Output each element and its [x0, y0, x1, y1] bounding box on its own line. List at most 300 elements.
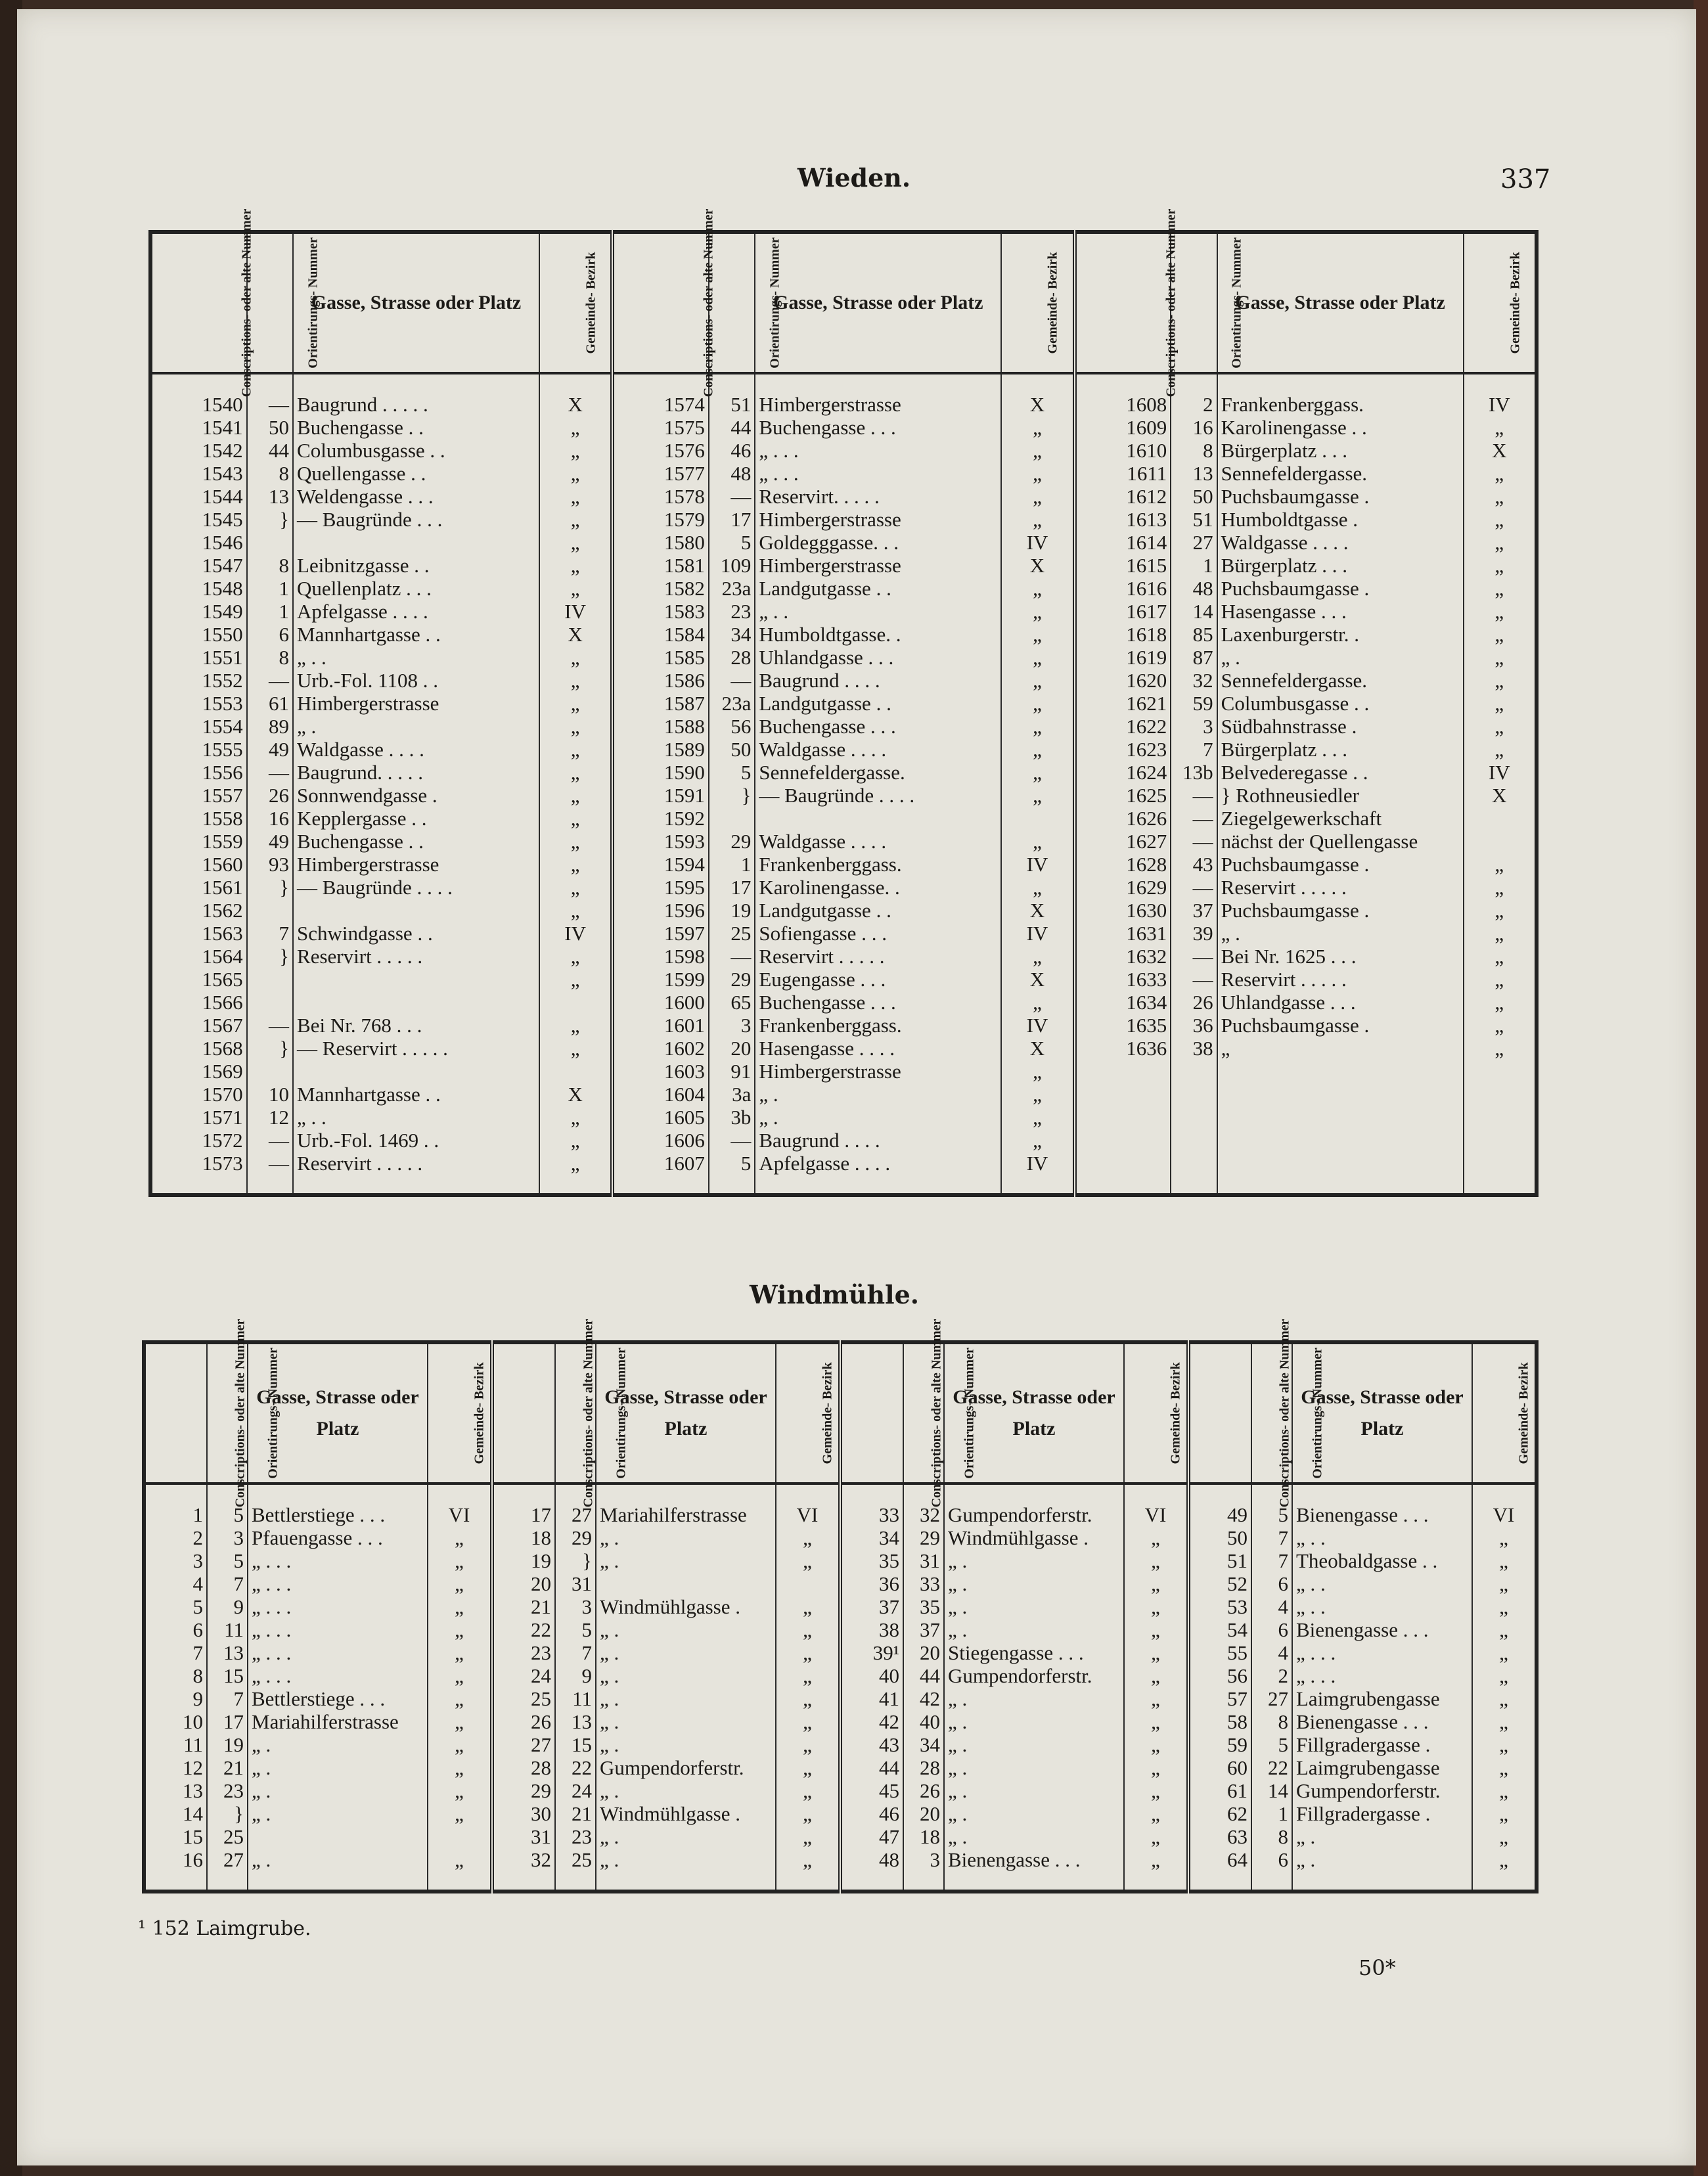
conscription-number: 1608	[1075, 393, 1171, 416]
street-name: Landgutgasse . .	[755, 692, 1001, 715]
district: X	[1001, 1037, 1074, 1060]
header-label: Orientirungs- Nummer	[962, 1347, 977, 1479]
orientation-number: 48	[709, 462, 755, 485]
district: „	[428, 1848, 492, 1871]
header-label: Gasse, Strasse oder Platz	[1301, 1386, 1464, 1439]
orientation-number: 6	[1251, 1848, 1292, 1871]
district: VI	[1472, 1503, 1537, 1526]
street-name: „ . .	[755, 600, 1001, 623]
district: „	[539, 485, 612, 508]
orientation-number: 5	[709, 531, 755, 554]
district: „	[1001, 439, 1074, 462]
street-name: nächst der Quellengasse	[1217, 830, 1464, 853]
orientation-number: 1	[1251, 1802, 1292, 1825]
district: „	[1124, 1618, 1188, 1641]
orientation-number: 23	[555, 1825, 596, 1848]
district: „	[776, 1664, 840, 1687]
district: IV	[1001, 922, 1074, 945]
conscription-number: 4	[192, 1572, 203, 1595]
street-name: „ .	[596, 1618, 776, 1641]
district: „	[428, 1595, 492, 1618]
district: „	[1001, 761, 1074, 784]
conscription-number: 1636	[1075, 1037, 1171, 1060]
street-name: „ .	[1292, 1825, 1472, 1848]
street-name: Landgutgasse . .	[755, 899, 1001, 922]
street-name: Reservirt . . . . .	[1217, 968, 1464, 991]
orientation-number: 11	[555, 1687, 596, 1710]
street-name	[293, 531, 539, 554]
district: „	[1464, 692, 1537, 715]
orientation-number: 9	[555, 1664, 596, 1687]
orientation-number: }	[247, 1037, 293, 1060]
street-name: Himbergerstrasse	[755, 508, 1001, 531]
district: „	[1472, 1825, 1537, 1848]
table-row	[150, 646, 1537, 669]
windmuehle-header-h1-col3	[1188, 1319, 1292, 1507]
street-name: „ .	[1217, 646, 1464, 669]
orientation-number: 5	[207, 1503, 248, 1526]
conscription-number: 1570	[202, 1083, 243, 1106]
street-name: „ .	[944, 1687, 1124, 1710]
conscription-number: 1621	[1075, 692, 1171, 715]
street-name: „ .	[596, 1710, 776, 1733]
orientation-number	[247, 1060, 293, 1083]
street-name: Laxenburgerstr. .	[1217, 623, 1464, 646]
street-name: Bei Nr. 768 . . .	[293, 1014, 539, 1037]
orientation-number: 42	[903, 1687, 944, 1710]
street-name: Sennefeldergasse.	[1217, 669, 1464, 692]
district: „	[1124, 1572, 1188, 1595]
table-row	[150, 600, 1537, 623]
orientation-number: 3b	[709, 1106, 755, 1129]
street-name: Puchsbaumgasse .	[1217, 1014, 1464, 1037]
street-name: „ . .	[1292, 1595, 1472, 1618]
conscription-number: 1627	[1075, 830, 1171, 853]
street-name: Puchsbaumgasse .	[1217, 853, 1464, 876]
district: „	[539, 1129, 612, 1152]
orientation-number: 8	[247, 554, 293, 577]
conscription-number: 1594	[612, 853, 709, 876]
district: „	[776, 1779, 840, 1802]
district: „	[1124, 1664, 1188, 1687]
wieden-header-h1-col2	[1075, 208, 1179, 397]
district: „	[1464, 1014, 1537, 1037]
street-name: „ . .	[1292, 1572, 1472, 1595]
orientation-number: 2	[1251, 1664, 1292, 1687]
street-name: Sennefeldergasse.	[755, 761, 1001, 784]
wieden-header-h3-col1	[755, 232, 1001, 373]
orientation-number: 10	[247, 1083, 293, 1106]
district: „	[1001, 738, 1074, 761]
conscription-number: 1620	[1075, 669, 1171, 692]
street-name: Fillgradergasse .	[1292, 1733, 1472, 1756]
conscription-number: 1597	[612, 922, 709, 945]
table-row	[144, 1664, 1537, 1687]
district: „	[1464, 922, 1537, 945]
conscription-number: 1564	[202, 945, 243, 968]
conscription-number: 1569	[202, 1060, 243, 1083]
orientation-number: 16	[247, 807, 293, 830]
conscription-number: 1586	[612, 669, 709, 692]
street-name: „ .	[1292, 1848, 1472, 1871]
orientation-number: 51	[709, 393, 755, 416]
orientation-number: 28	[709, 646, 755, 669]
orientation-number: 21	[555, 1802, 596, 1825]
district	[1464, 1106, 1537, 1129]
conscription-number: 28	[492, 1756, 555, 1779]
district: „	[428, 1618, 492, 1641]
conscription-number: 1563	[202, 922, 243, 945]
district: „	[1464, 853, 1537, 876]
conscription-number: 1573	[202, 1152, 243, 1175]
orientation-number: 27	[555, 1503, 596, 1526]
table-row	[150, 577, 1537, 600]
orientation-number: 7	[207, 1687, 248, 1710]
orientation-number: —	[709, 669, 755, 692]
district: „	[1464, 968, 1537, 991]
street-name: „ .	[596, 1664, 776, 1687]
district: „	[1001, 784, 1074, 807]
street-name: — Baugründe . . . .	[755, 784, 1001, 807]
conscription-number: 1602	[612, 1037, 709, 1060]
conscription-number: 5	[192, 1595, 203, 1618]
conscription-number: 1546	[202, 531, 243, 554]
conscription-number: 1550	[202, 623, 243, 646]
orientation-number: 32	[903, 1503, 944, 1526]
orientation-number: 20	[709, 1037, 755, 1060]
conscription-number: 1562	[202, 899, 243, 922]
orientation-number: 18	[903, 1825, 944, 1848]
orientation-number: —	[247, 1152, 293, 1175]
street-name: Reservirt . . . . .	[1217, 876, 1464, 899]
conscription-number: 53	[1188, 1595, 1251, 1618]
orientation-number: 12	[247, 1106, 293, 1129]
conscription-number: 1601	[612, 1014, 709, 1037]
orientation-number: 44	[903, 1664, 944, 1687]
street-name: Windmühlgasse .	[944, 1526, 1124, 1549]
table-row	[144, 1572, 1537, 1595]
wieden-header-h3-col0	[293, 232, 539, 373]
orientation-number: 9	[207, 1595, 248, 1618]
header-label: Gemeinde- Bezirk	[583, 252, 598, 353]
district: „	[1464, 485, 1537, 508]
orientation-number: 15	[555, 1733, 596, 1756]
district: X	[539, 1083, 612, 1106]
orientation-number: }	[207, 1802, 248, 1825]
district: „	[539, 531, 612, 554]
district: „	[1001, 876, 1074, 899]
orientation-number: 6	[1251, 1572, 1292, 1595]
district: „	[539, 669, 612, 692]
conscription-number: 1624	[1075, 761, 1171, 784]
street-name: „ .	[944, 1710, 1124, 1733]
orientation-number: 6	[247, 623, 293, 646]
conscription-number: 1557	[202, 784, 243, 807]
street-name: „	[1217, 1037, 1464, 1060]
district: „	[539, 416, 612, 439]
orientation-number	[1171, 1060, 1217, 1083]
district: „	[1464, 876, 1537, 899]
conscription-number: 62	[1188, 1802, 1251, 1825]
orientation-number: 13	[555, 1710, 596, 1733]
orientation-number	[247, 531, 293, 554]
district: „	[428, 1572, 492, 1595]
table-row	[150, 968, 1537, 991]
conscription-number	[1075, 1106, 1171, 1129]
wieden-header-h4-col1	[1001, 232, 1074, 373]
street-name: Windmühlgasse .	[596, 1802, 776, 1825]
street-name	[293, 899, 539, 922]
orientation-number: 7	[555, 1641, 596, 1664]
table-row	[144, 1549, 1537, 1572]
orientation-number: 51	[1171, 508, 1217, 531]
orientation-number: }	[247, 945, 293, 968]
conscription-number: 40	[840, 1664, 903, 1687]
street-name: Sonnwendgasse .	[293, 784, 539, 807]
street-name: Columbusgasse . .	[293, 439, 539, 462]
orientation-number: 8	[1171, 439, 1217, 462]
district: „	[776, 1825, 840, 1848]
orientation-number	[1171, 1106, 1217, 1129]
district: „	[1472, 1572, 1537, 1595]
street-name: „ .	[248, 1779, 428, 1802]
orientation-number: 49	[247, 738, 293, 761]
district: „	[1464, 945, 1537, 968]
orientation-number: 3	[709, 1014, 755, 1037]
orientation-number: 14	[1251, 1779, 1292, 1802]
district: „	[1001, 646, 1074, 669]
street-name: „ .	[944, 1549, 1124, 1572]
orientation-number: }	[247, 508, 293, 531]
header-label: Conscriptions- oder alte Nummer	[1277, 1319, 1292, 1507]
conscription-number: 19	[492, 1549, 555, 1572]
district: VI	[776, 1503, 840, 1526]
orientation-number: —	[247, 393, 293, 416]
table-row	[144, 1733, 1537, 1756]
district: „	[539, 853, 612, 876]
orientation-number: —	[247, 669, 293, 692]
district: „	[539, 830, 612, 853]
conscription-number: 1633	[1075, 968, 1171, 991]
orientation-number: 6	[1251, 1618, 1292, 1641]
windmuehle-header-h1-col0	[144, 1319, 248, 1507]
conscription-number: 1615	[1075, 554, 1171, 577]
conscription-number: 1558	[202, 807, 243, 830]
orientation-number: —	[247, 1129, 293, 1152]
street-name: „ .	[293, 715, 539, 738]
orientation-number: 8	[1251, 1710, 1292, 1733]
conscription-number: 1599	[612, 968, 709, 991]
header-label: Gemeinde- Bezirk	[1508, 252, 1523, 353]
district: „	[776, 1710, 840, 1733]
district: „	[539, 807, 612, 830]
street-name: Bienengasse . . .	[1292, 1618, 1472, 1641]
district: X	[1464, 784, 1537, 807]
orientation-number	[1171, 1083, 1217, 1106]
header-label: Gasse, Strasse oder Platz	[1235, 292, 1445, 313]
district: „	[1001, 1060, 1074, 1083]
street-name: Pfauengasse . . .	[248, 1526, 428, 1549]
district: „	[1001, 669, 1074, 692]
conscription-number: 1589	[612, 738, 709, 761]
street-name	[248, 1825, 428, 1848]
conscription-number: 1582	[612, 577, 709, 600]
street-name	[1217, 1060, 1464, 1083]
conscription-number: 1605	[612, 1106, 709, 1129]
district: „	[776, 1733, 840, 1756]
district: „	[1472, 1595, 1537, 1618]
street-name: „ .	[1217, 922, 1464, 945]
orientation-number: 3	[903, 1848, 944, 1871]
windmuehle-header-h1-col2	[840, 1319, 944, 1507]
street-name: Bettlerstiege . . .	[248, 1503, 428, 1526]
street-name: „ .	[248, 1756, 428, 1779]
street-name: „ .	[944, 1618, 1124, 1641]
conscription-number: 1616	[1075, 577, 1171, 600]
conscription-number: 1542	[202, 439, 243, 462]
orientation-number: 20	[903, 1802, 944, 1825]
district: „	[1464, 899, 1537, 922]
orientation-number: 5	[555, 1618, 596, 1641]
orientation-number: 29	[709, 830, 755, 853]
district: „	[1472, 1710, 1537, 1733]
orientation-number: 23	[709, 600, 755, 623]
street-name: Bettlerstiege . . .	[248, 1687, 428, 1710]
conscription-number: 47	[840, 1825, 903, 1848]
street-name: Himbergerstrasse	[755, 554, 1001, 577]
street-name	[1217, 1106, 1464, 1129]
district: „	[1472, 1687, 1537, 1710]
orientation-number: 13	[207, 1641, 248, 1664]
conscription-number: 1545	[202, 508, 243, 531]
conscription-number: 27	[492, 1733, 555, 1756]
district: „	[1464, 715, 1537, 738]
table-row	[150, 1106, 1537, 1129]
district: „	[1464, 416, 1537, 439]
district: „	[1472, 1733, 1537, 1756]
conscription-number: 1614	[1075, 531, 1171, 554]
district: „	[1124, 1825, 1188, 1848]
street-name: „ .	[944, 1733, 1124, 1756]
street-name: Humboldtgasse .	[1217, 508, 1464, 531]
table-row	[150, 623, 1537, 646]
conscription-number: 1561	[202, 876, 243, 899]
table-row	[150, 899, 1537, 922]
street-name: Frankenberggass.	[755, 853, 1001, 876]
conscription-number: 1575	[612, 416, 709, 439]
district: IV	[1001, 853, 1074, 876]
street-name: Himbergerstrasse	[293, 692, 539, 715]
orientation-number	[247, 968, 293, 991]
header-label: Conscriptions- oder alte Nummer	[1163, 208, 1179, 397]
orientation-number: 11	[207, 1618, 248, 1641]
street-name: Belvederegasse . .	[1217, 761, 1464, 784]
street-name: „ . .	[1292, 1526, 1472, 1549]
street-name: Waldgasse . . . .	[1217, 531, 1464, 554]
orientation-number: 17	[709, 876, 755, 899]
orientation-number: 93	[247, 853, 293, 876]
street-name: „ . . .	[248, 1595, 428, 1618]
orientation-number: 8	[247, 646, 293, 669]
street-name: „ .	[944, 1572, 1124, 1595]
orientation-number: 33	[903, 1572, 944, 1595]
conscription-number	[1075, 1152, 1171, 1175]
table-row	[150, 692, 1537, 715]
conscription-number: 52	[1188, 1572, 1251, 1595]
conscription-number: 1571	[202, 1106, 243, 1129]
header-label: Orientirungs- Nummer	[1229, 237, 1244, 369]
street-name	[293, 1060, 539, 1083]
orientation-number: 29	[555, 1526, 596, 1549]
street-name: Buchengasse . .	[293, 416, 539, 439]
district: „	[1001, 830, 1074, 853]
district: „	[1464, 1037, 1537, 1060]
orientation-number: 39	[1171, 922, 1217, 945]
street-name: Urb.-Fol. 1108 . .	[293, 669, 539, 692]
conscription-number: 1634	[1075, 991, 1171, 1014]
conscription-number: 22	[492, 1618, 555, 1641]
table-row	[150, 1060, 1537, 1083]
district	[1464, 807, 1537, 830]
district: „	[539, 876, 612, 899]
street-name: „ .	[596, 1825, 776, 1848]
street-name: Goldegggasse. . .	[755, 531, 1001, 554]
conscription-number: 32	[492, 1848, 555, 1871]
district: „	[1464, 669, 1537, 692]
district: „	[428, 1733, 492, 1756]
street-name: Eugengasse . . .	[755, 968, 1001, 991]
orientation-number: 50	[709, 738, 755, 761]
street-name: Puchsbaumgasse .	[1217, 485, 1464, 508]
windmuehle-header-h4-col3	[1472, 1342, 1537, 1484]
orientation-number: 5	[709, 761, 755, 784]
street-name: Apfelgasse . . . .	[755, 1152, 1001, 1175]
orientation-number: 87	[1171, 646, 1217, 669]
table-row	[150, 945, 1537, 968]
orientation-number: 25	[709, 922, 755, 945]
conscription-number: 56	[1188, 1664, 1251, 1687]
street-name: „ .	[944, 1756, 1124, 1779]
street-name: Frankenberggass.	[1217, 393, 1464, 416]
orientation-number	[247, 899, 293, 922]
table-row	[150, 738, 1537, 761]
table-row	[150, 715, 1537, 738]
district: „	[539, 646, 612, 669]
district: „	[1124, 1848, 1188, 1871]
conscription-number: 36	[840, 1572, 903, 1595]
table-row	[144, 1526, 1537, 1549]
conscription-number: 18	[492, 1526, 555, 1549]
orientation-number: 3	[1171, 715, 1217, 738]
conscription-number	[1075, 1083, 1171, 1106]
conscription-number: 17	[492, 1503, 555, 1526]
street-name: Reservirt . . . . .	[293, 1152, 539, 1175]
conscription-number: 1543	[202, 462, 243, 485]
conscription-number: 15	[183, 1825, 203, 1848]
district	[1464, 1060, 1537, 1083]
conscription-number: 21	[492, 1595, 555, 1618]
conscription-number: 1619	[1075, 646, 1171, 669]
street-name: Karolinengasse . .	[1217, 416, 1464, 439]
district: „	[428, 1779, 492, 1802]
windmuehle-index-table	[142, 1319, 1539, 1893]
orientation-number: 38	[1171, 1037, 1217, 1060]
windmuehle-header-h4-col0	[428, 1342, 492, 1484]
district: IV	[1464, 761, 1537, 784]
orientation-number: 4	[1251, 1641, 1292, 1664]
conscription-number: 1611	[1075, 462, 1171, 485]
table-row	[144, 1802, 1537, 1825]
